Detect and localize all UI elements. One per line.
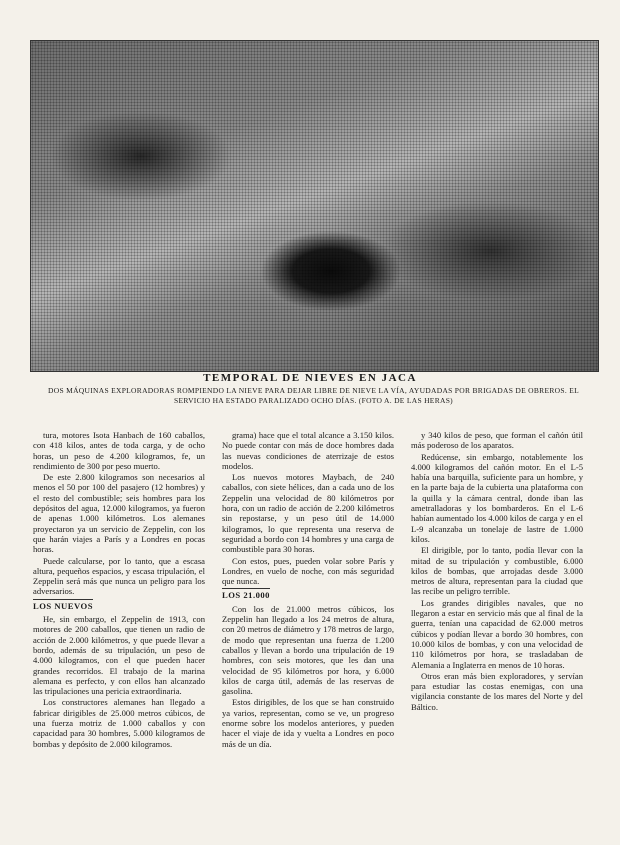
paragraph: y 340 kilos de peso, que forman el cañón útil más poderoso de los aparatos. xyxy=(411,430,583,451)
paragraph: De este 2.800 kilogramos son necesarios al menos el 50 por 100 del pasajero (12 hombres) y el resto del combustible; seis hombres para los depósitos del agua, 12.000 kilogramos, ya fueron de apenas 1.000 kilómetros. Los alemanes proyectaron ya un servicio de Zeppelin, con los que harán viajes a París y a Londres en pocas horas. xyxy=(33,472,205,555)
paragraph: Los grandes dirigibles navales, que no llegaron a estar en servicio más que al final de la guerra, tenían una capacidad de 62.000 metros cúbicos y podían llevar a bordo 30 hombres, con 10.000 kilos de bombas, y con una velocidad de 110 kilómetros por hora, se trasladaban de Alemania a Inglaterra en menos de 10 horas. xyxy=(411,597,583,670)
section-subhead xyxy=(222,590,394,600)
paragraph: El dirigible, por lo tanto, podía llevar con la mitad de su tripulación y combustible, 6.000 kilos de bombas, que arrojadas desde 3.000 metros de altura, representan para la ciudad que las recibe un peligro terrible. xyxy=(411,545,583,597)
section-subhead xyxy=(33,601,205,611)
paragraph: Con los de 21.000 metros cúbicos, los Zeppelin han llegado a los 24 metros de altura, con 20 metros de diámetro y 178 metros de largo, de modo que representan una fuerza de 1.200 caballos y llevan a bordo una tripulación de 19 hombres, con seis motores, que les dan una velocidad de 95 kilómetros por hora, y 6.000 kilos de carga útil, además de las reservas de gasolina. xyxy=(222,603,394,697)
paragraph: tura, motores Isota Hanbach de 160 caballos, con 418 kilos, antes de toda carga, y de ocho horas, un peso de 4.200 kilogramos, fe, un rendimiento de 300 por peso muerto. xyxy=(33,430,205,471)
paragraph: grama) hace que el total alcance a 3.150 kilos. No puede contar con más de doce hombres dada las nuevas condiciones de aterrizaje de estos modelos. xyxy=(222,430,394,471)
paragraph: Redúcense, sin embargo, notablemente los 4.000 kilogramos del cañón motor. En el L-5 había una barquilla, suficiente para un hombre, y en la parte baja de la cubierta una plataforma con la quilla y la cámara central, donde iban las ametralladoras y los bombarderos. En el L-6 habían aumentado los 4.000 kilos de carga y en el L-9 alcanzaba un tonelaje de lastre de 1.000 kilos. xyxy=(411,451,583,544)
article-column-3 xyxy=(411,430,583,838)
article-column-1 xyxy=(33,430,205,838)
paragraph: Con estos, pues, pueden volar sobre París y Londres, en vuelo de noche, con más seguridad que nunca. xyxy=(222,555,394,587)
paragraph: Otros eran más bien exploradores, y servían para estudiar las costas enemigas, con una vigilancia constante de los mares del Norte y del Báltico. xyxy=(411,670,583,712)
paragraph: Los constructores alemanes han llegado a fabricar dirigibles de 25.000 metros cúbicos, de una fuerza motriz de 1.000 caballos y con capacidad para 30 hombres, 5.000 kilogramos de bombas y depósito de 2.000 kilogramos. xyxy=(33,697,205,749)
section-subhead-label: LOS 21.000 xyxy=(222,590,270,601)
paragraph: He, sin embargo, el Zeppelin de 1913, con motores de 200 caballos, que tienen un radio de acción de 2.000 kilómetros, y que puede llevar a bordo, además de su tripulación, un peso de 4.000 kilogramos, con el que pueden hacer grandes recorridos. El trabajo de la marina alemana es perfecto, y con ellos han alcanzado las tripulaciones una pericia extraordinaria. xyxy=(33,614,205,697)
article-column-2 xyxy=(222,430,394,838)
paragraph: Los nuevos motores Maybach, de 240 caballos, con siete hélices, dan a cada uno de los Zeppelin una velocidad de 80 kilómetros por hora, con un radio de acción de 2.200 kilómetros sin repostarse, y un peso útil de 14.000 kilogramos, lo que representa una reserva de seguridad a bordo con 14 hombres y una carga de combustible para 30 horas. xyxy=(222,472,394,555)
paragraph: Puede calcularse, por lo tanto, que a escasa altura, pequeños espacios, y escasa tripulación, el Zeppelin será más que nunca un peligro para los adversarios. xyxy=(33,555,205,597)
snow-locomotive-photo xyxy=(30,40,599,372)
photo-title: TEMPORAL DE NIEVES EN JACA xyxy=(203,372,417,384)
paragraph: Estos dirigibles, de los que se han construido ya varios, representan, como se ve, un progreso enorme sobre los modelos anteriores, y pueden hacer el viaje de ida y vuelta a Londres en poco más de un día. xyxy=(222,697,394,749)
photo-caption: DOS MÁQUINAS EXPLORADORAS ROMPIENDO LA NIEVE PARA DEJAR LIBRE DE NIEVE LA VÍA, AYUDADAS POR BRIGADAS DE OBREROS. EL SERVICIO HA ESTADO PARALIZADO OCHO DÍAS. (FOTO A. DE LAS HERAS) xyxy=(48,386,579,405)
section-subhead-label: LOS NUEVOS xyxy=(33,600,93,611)
